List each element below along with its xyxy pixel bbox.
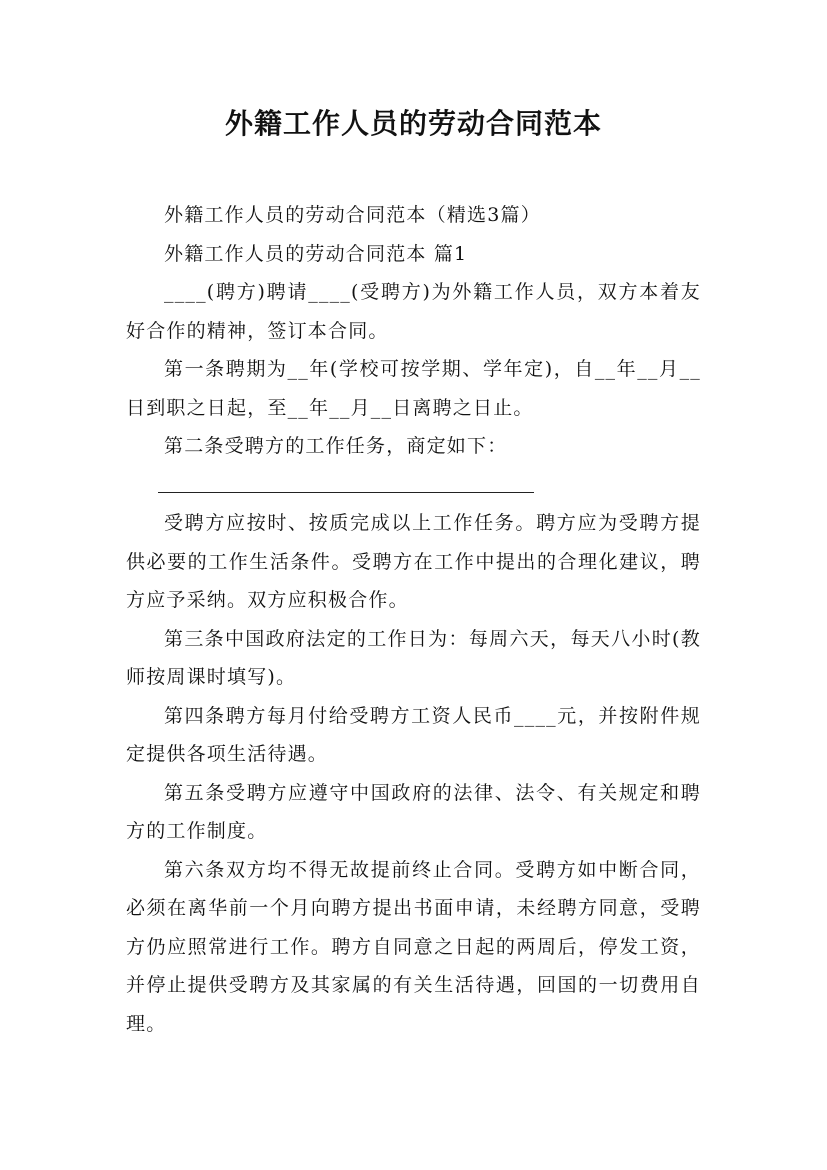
paragraph-article-3: 第三条中国政府法定的工作日为：每周六天，每天八小时(教师按周课时填写)。 bbox=[126, 627, 701, 688]
fill-in-blank-line bbox=[158, 466, 701, 505]
paragraph-section-heading: 外籍工作人员的劳动合同范本 篇1 bbox=[164, 242, 468, 265]
document-title: 外籍工作人员的劳动合同范本 bbox=[224, 107, 602, 140]
blank-underline bbox=[158, 492, 534, 493]
paragraph-article-1: 第一条聘期为__年(学校可按学期、学年定)，自__年__月__日到职之日起，至__年__月__日离聘之日止。 bbox=[126, 358, 701, 419]
document-body bbox=[126, 196, 701, 1043]
paragraph-intro: ____(聘方)聘请____(受聘方)为外籍工作人员，双方本着友好合作的精神，签订本合同。 bbox=[126, 281, 701, 342]
paragraph-subtitle: 外籍工作人员的劳动合同范本（精选3篇） bbox=[164, 204, 541, 226]
paragraph-article-4: 第四条聘方每月付给受聘方工资人民币____元，并按附件规定提供各项生活待遇。 bbox=[126, 704, 701, 765]
paragraph-article-2: 第二条受聘方的工作任务，商定如下： bbox=[164, 435, 508, 457]
paragraph-article-2-detail: 受聘方应按时、按质完成以上工作任务。聘方应为受聘方提供必要的工作生活条件。受聘方在工作中提出的合理化建议，聘方应予采纳。双方应积极合作。 bbox=[126, 512, 701, 611]
paragraph-article-6: 第六条双方均不得无故提前终止合同。受聘方如中断合同，必须在离华前一个月向聘方提出书面申请，未经聘方同意，受聘方仍应照常进行工作。聘方自同意之日起的两周后，停发工资，并停止提供受聘方及其家属的有关生活待遇，回国的一切费用自理。 bbox=[126, 858, 701, 1035]
paragraph-article-5: 第五条受聘方应遵守中国政府的法律、法令、有关规定和聘方的工作制度。 bbox=[126, 781, 701, 842]
